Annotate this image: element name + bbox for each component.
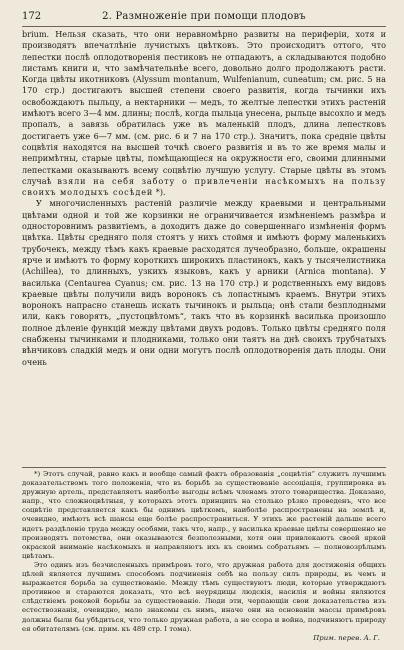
spaced-emphasis: взяли на себя заботу о привлеченіи насѣкомыхъ на пользу своихъ молодыхъ сосѣдей [22, 175, 386, 198]
page-number: 172 [22, 11, 42, 22]
footnote-paragraph-1: *) Этотъ случай, равно какъ и вообще самый фактъ образованія „соцвѣтія“ служитъ лучшимъ доказательствомъ того положенія, что въ борьбѣ за существованіе ассоціація, группировка въ дружную артель, представляетъ наиболѣе выгоды всѣмъ членамъ этого товарищества. Доказано, напр., что сложноцвѣтныя, у которыхъ этотъ принципъ на столько рѣзко проведенъ, что все соцвѣтіе представляется какъ бы однимъ цвѣткомъ, наиболѣе распространены на землѣ и, очевидно, имѣютъ всѣ шансы еще болѣе распространиться. У этихъ же растеній дальше всего идетъ раздѣленіе труда между особями, такъ что, напр., у василька краевые цвѣты совершенно не производятъ потомства, они оказываются безполезными, хотя они привлекаютъ своей яркой окраской вниманіе насѣкомыхъ и направляютъ ихъ къ своимъ собратьямъ — полновозрѣлымъ цвѣтамъ. [22, 470, 386, 560]
header-rule [22, 26, 386, 27]
paragraph-2: У многочисленныхъ растеній различіе между краевыми и центральными цвѣтами одной и той же корзинки не ограничивается измѣненіемъ размѣра и односторовнимъ развитіемъ, а доходитъ даже до совершеннаго измѣненія формъ цвѣтка. Цвѣты средняго поля стоятъ у нихъ стоймя и имѣютъ форму маленькихъ трубочекъ, между тѣмъ какъ краевые расходятся лучеобразно, больше, окрашены ярче и имѣютъ то форму короткихъ широкихъ пластинокъ, какъ у тысячелистника (Achillea), то длинныхъ, узкихъ языковъ, какъ у арники (Arnica montana). У василька (Centaurea Cyanus; см. рис. 13 на 170 стр.) и родственныхъ ему видовъ краевые цвѣты получили видъ воронокъ съ лопастнымъ краемъ. Внутри этихъ воронокъ напрасно станешь искать тычинокъ и рыльца; онѣ стали безплодными или, какъ говорятъ, „пустоцвѣтомъ“, такъ что въ корзинкѣ василька произошло полное дѣленіе функцій между цвѣтами двухъ родовъ. Только цвѣты средняго поля снабжены тычинками и плодниками, только они таятъ на днѣ своихъ трубчатыхъ вѣнчиковъ сладкій медъ и они одни могутъ послѣ оплодотворенія дать плоды. Они очень [22, 198, 386, 367]
main-text [22, 29, 386, 368]
paragraph-1-text: brium. Нельзя сказать, что они неравномѣрно развиты на периферіи, хотя и производятъ впечатлѣніе лучистыхъ цвѣтковъ. Это происходитъ оттого, что лепестки послѣ оплодотворенія пестиковъ не отпадаютъ, а складываются подобно листамъ книги и, что замѣчательнѣе всего, довольно долго продолжаютъ расти. Когда цвѣты икотниковъ (Alyssum montanum, Wulfenianum, cuneatum; см. рис. 5 на 170 стр.) достигаютъ высшей степени своего развитія, когда тычинки ихъ освобождаютъ пыльцу, а нектарники — медъ, то желтые лепестки этихъ растеній имѣютъ всего 3—4 мм. длины; послѣ, когда пыльца унесена, рыльце высохло и медъ пропалъ, а завязь обратилась уже въ маленькій плодъ, длина лепестковъ достигаетъ уже 6—7 мм. (см. рис. 6 и 7 на 170 стр.). Значитъ, пока средніе цвѣты соцвѣтія находятся на высшей точкѣ своего развитія и въ то же время малы и непримѣтны, старые цвѣты, помѣщающіеся на окружности его, своими длинными лепестками оказываютъ всему соцвѣтію лучшую услугу. Старые цвѣты въ этомъ случаѣ [22, 29, 386, 186]
running-title: 2. Размноженіе при помощи плодовъ [102, 11, 306, 22]
footnotes [22, 470, 386, 643]
footnote-ref: *). [153, 187, 166, 198]
running-header [22, 10, 386, 24]
footnote-signature: Прим. перев. А. Г. [313, 633, 380, 642]
footnote-rule [22, 467, 386, 468]
footnote-paragraph-2: Это одинъ изъ безчисленныхъ примѣровъ того, что дружная работа для достиженія общихъ цѣлей является лучшимъ способомъ подчиненія себѣ на пользу силъ природы, въ чемъ и выражается борьба за существованіе. Между тѣмъ существуютъ люди, которые утверждаютъ противное и стараются доказать, что всѣ неурядицы людскія, насилія и войны являются слѣдствіемъ роковой борьбы за существованіе. Люди эти, черпающіи свои доказательства изъ естествознанія, очевидно, мало знакомы съ нимъ, иначе они на основаніи массы примѣровъ должны были бы убѣдиться, что только дружная работа, а не ссора и война, подчиняютъ природу ея обитателямъ (см. прим. къ 489 стр. I тома). [22, 560, 386, 633]
paragraph-1 [22, 29, 386, 198]
